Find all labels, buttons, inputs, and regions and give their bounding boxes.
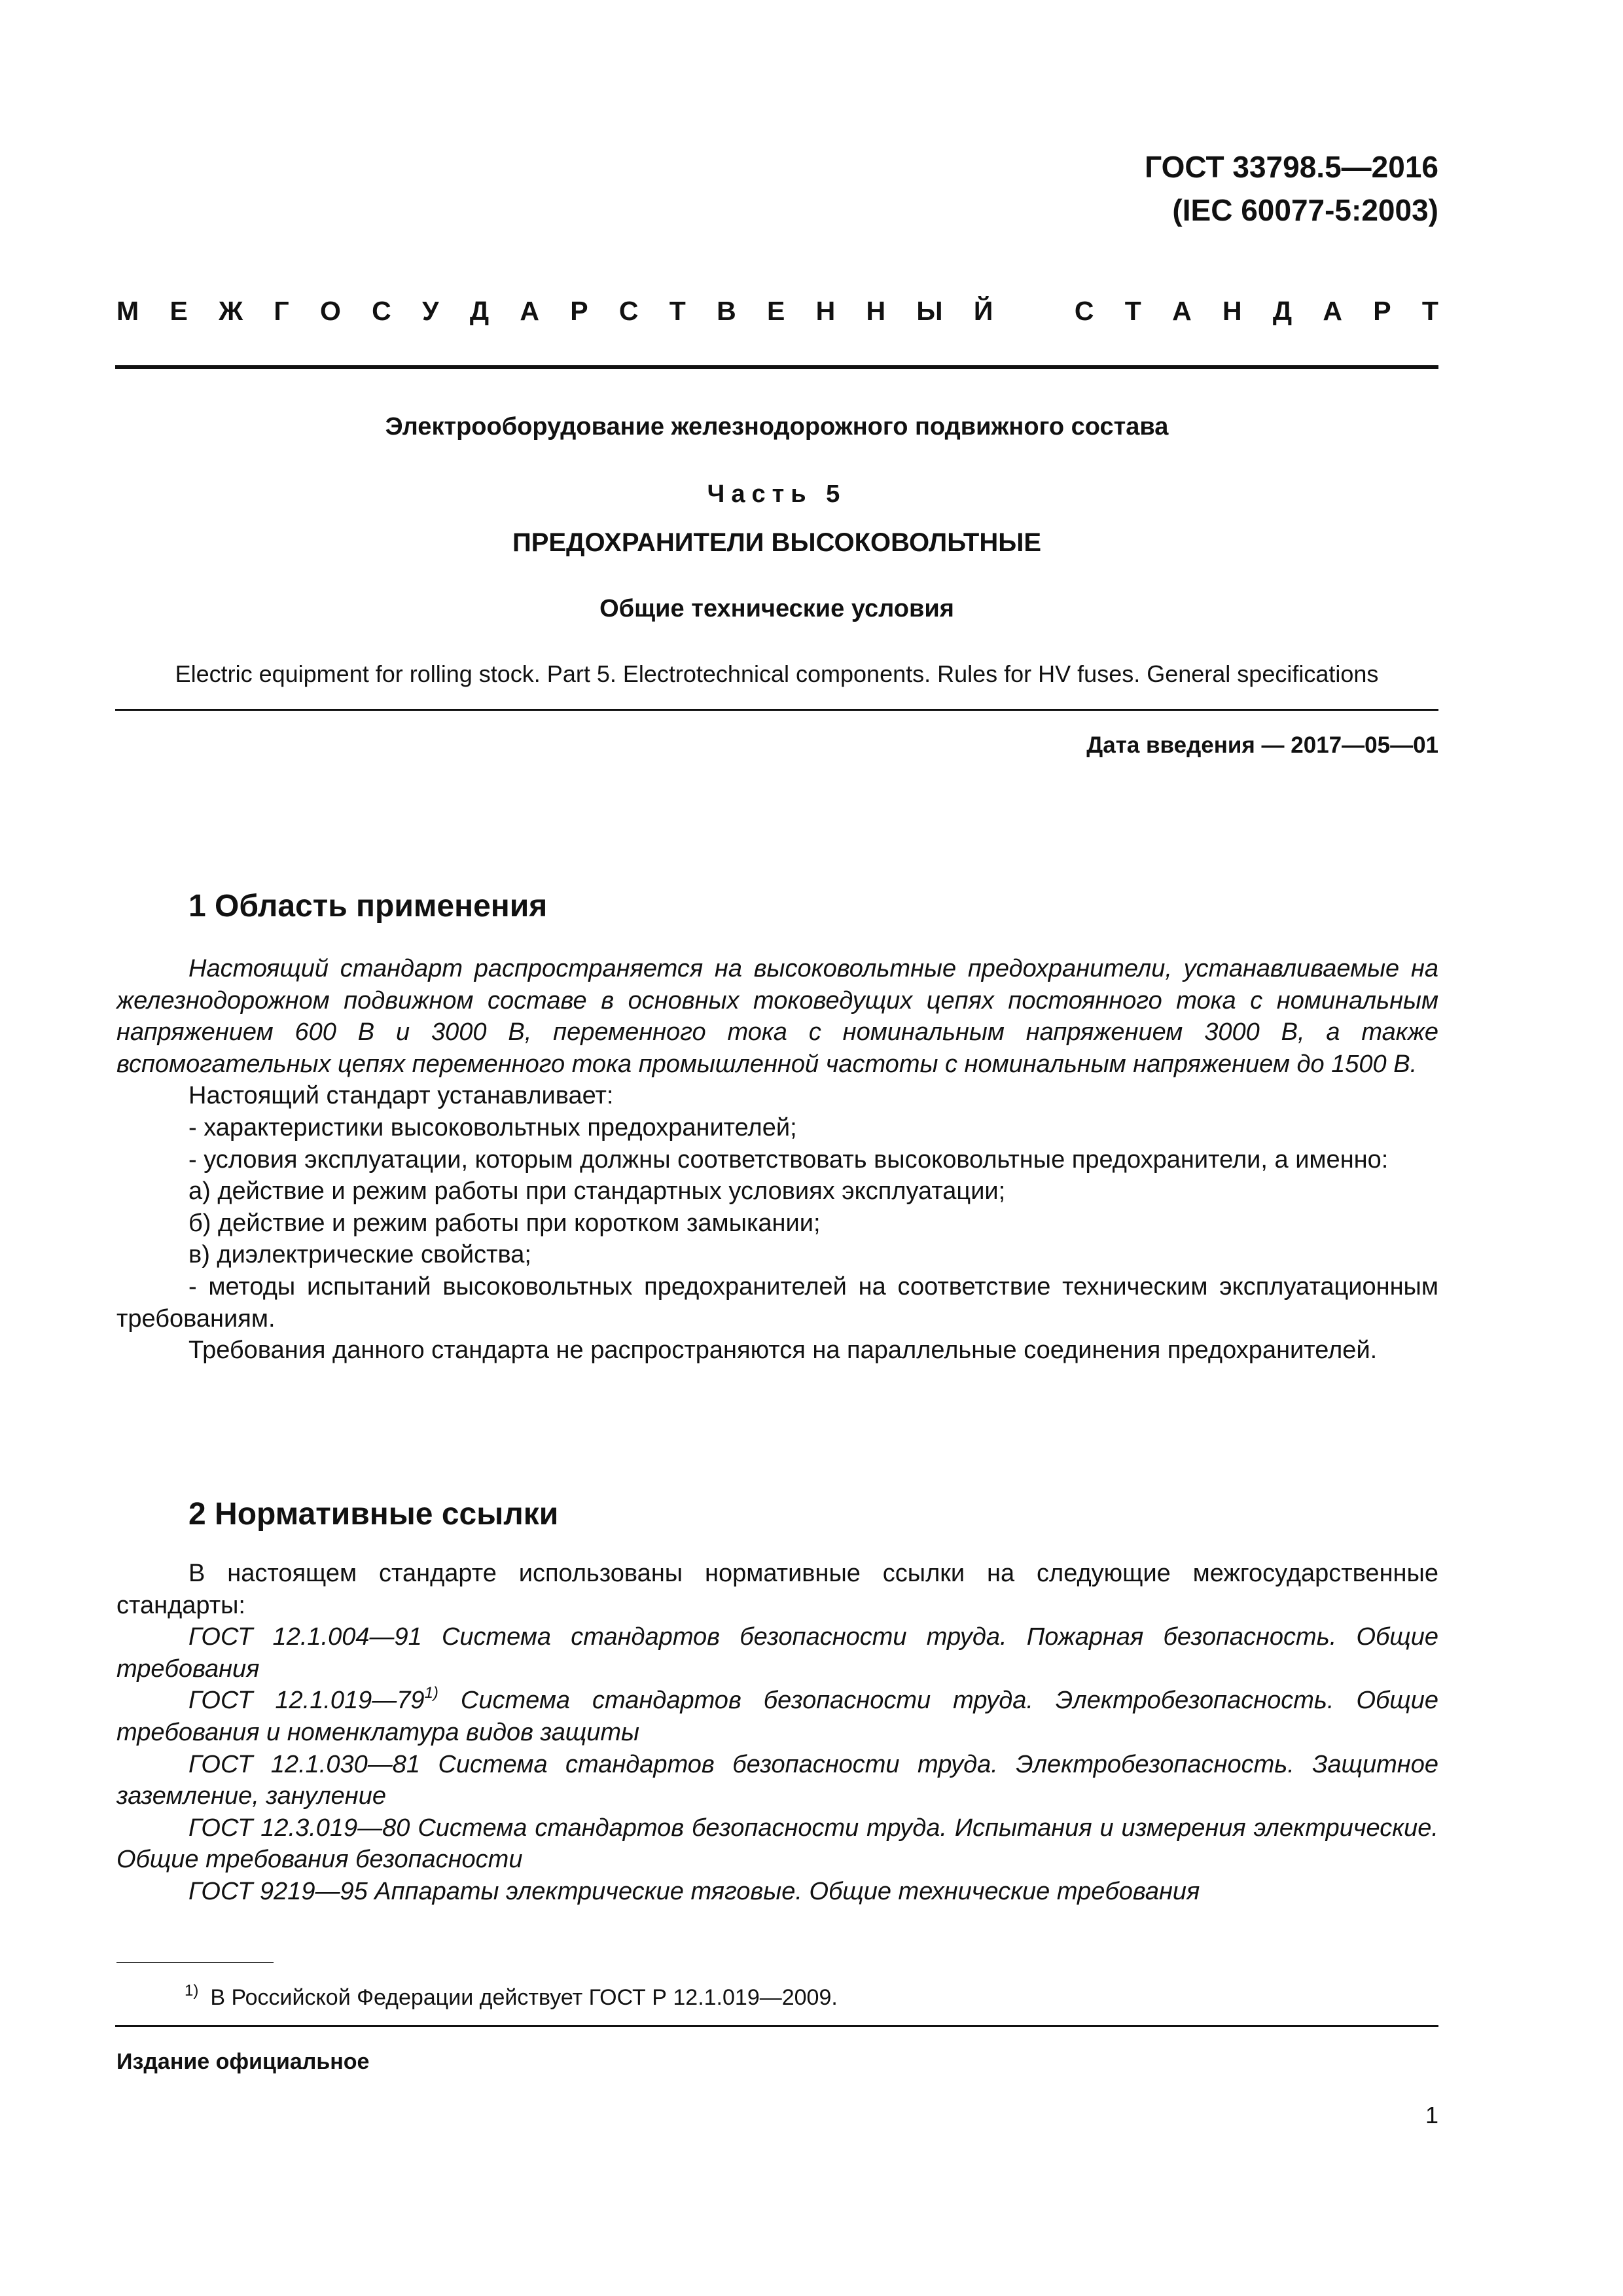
standard-code-block bbox=[1145, 145, 1438, 232]
heading-letter: В bbox=[717, 296, 736, 326]
section-1-heading: 1 Область применения bbox=[188, 889, 548, 924]
heading-letter: Е bbox=[766, 296, 785, 326]
reference-code: ГОСТ 9219—95 bbox=[188, 1877, 368, 1905]
heading-letter: Н bbox=[866, 296, 886, 326]
section-1-paragraph: Настоящий стандарт распространяется на высоковольтные предохранители, устанавливаемые на железнодорожном подвижном составе в основных токоведущих цепях постоянного тока с номинальным напряжением 600 В и 3000 В, переменного тока с номинальным напряжением 3000 В, а также вспомогательных цепях переменного тока промышленной частоты с номинальным напряжением до 1500 В. bbox=[116, 955, 1438, 1078]
section-1-paragraph: в) диэлектрические свойства; bbox=[188, 1241, 531, 1269]
normative-reference bbox=[116, 1876, 1438, 1908]
heading-letter: Н bbox=[815, 296, 836, 326]
footnote-divider bbox=[116, 1962, 274, 1963]
section-1-paragraph: - методы испытаний высоковольтных предохранителей на соответствие техническим эксплуатационным требованиям. bbox=[116, 1272, 1438, 1333]
english-title: Electric equipment for rolling stock. Part 5. Electrotechnical components. Rules for HV fuses. General specifications bbox=[175, 660, 1379, 687]
heading-letter: А bbox=[520, 296, 539, 326]
normative-reference bbox=[116, 1749, 1438, 1812]
reference-title: Система стандартов безопасности труда. Электробезопасность. Защитное заземление, зануление bbox=[116, 1750, 1438, 1810]
heading-letter: С bbox=[1074, 296, 1094, 326]
heading-letter: Д bbox=[469, 296, 490, 326]
heading-letter: Р bbox=[1373, 296, 1391, 326]
heading-letter: О bbox=[319, 296, 341, 326]
heading-letter: А bbox=[1323, 296, 1342, 326]
heading-letter: Т bbox=[669, 296, 686, 326]
section-2-intro: В настоящем стандарте использованы нормативные ссылки на следующие межгосударственные стандарты: bbox=[116, 1560, 1438, 1619]
section-1-paragraph: Настоящий стандарт устанавливает: bbox=[188, 1082, 614, 1110]
reference-code: ГОСТ 12.3.019—80 bbox=[188, 1814, 410, 1842]
normative-reference bbox=[116, 1812, 1438, 1876]
heading-letter: Д bbox=[1272, 296, 1293, 326]
heading-letter: Г bbox=[274, 296, 289, 326]
heading-letter: Й bbox=[973, 296, 993, 326]
section-2-body bbox=[116, 1558, 1438, 1908]
section-2-heading: 2 Нормативные ссылки bbox=[188, 1497, 559, 1532]
heading-letter: Н bbox=[1222, 296, 1242, 326]
reference-title: Система стандартов безопасности труда. Электробезопасность. Общие требования и номенклатура видов защиты bbox=[116, 1687, 1438, 1746]
heading-letter: С bbox=[372, 296, 391, 326]
reference-title: Система стандартов безопасности труда. Пожарная безопасность. Общие требования bbox=[116, 1623, 1438, 1683]
heading-letter: Р bbox=[570, 296, 588, 326]
reference-code: ГОСТ 12.1.004—91 bbox=[188, 1623, 422, 1651]
heading-letter: Е bbox=[169, 296, 188, 326]
section-1-paragraph: Требования данного стандарта не распространяются на параллельные соединения предохранителей. bbox=[188, 1336, 1378, 1365]
normative-reference bbox=[116, 1621, 1438, 1685]
reference-title: Система стандартов безопасности труда. Испытания и измерения электрические. Общие требования безопасности bbox=[116, 1814, 1438, 1874]
footnote-reference[interactable]: 1) bbox=[424, 1684, 438, 1702]
page-number: 1 bbox=[1425, 2102, 1438, 2128]
heading-letter: Ы bbox=[916, 296, 943, 326]
heading-letter: Ж bbox=[219, 296, 243, 326]
standard-code: ГОСТ 33798.5—2016 bbox=[1145, 150, 1438, 184]
reference-title: Аппараты электрические тяговые. Общие технические требования bbox=[367, 1877, 1200, 1905]
bottom-divider bbox=[115, 2025, 1438, 2027]
heading-letter: М bbox=[116, 296, 139, 326]
section-1-paragraph: - условия эксплуатации, которым должны соответствовать высоковольтные предохранители, а именно: bbox=[188, 1145, 1389, 1174]
introduction-date: Дата введения — 2017—05—01 bbox=[1086, 732, 1438, 758]
heading-gap bbox=[1024, 295, 1044, 327]
iec-code: (IEC 60077-5:2003) bbox=[1172, 193, 1438, 227]
section-1-body bbox=[116, 953, 1438, 1367]
heading-letter: У bbox=[422, 296, 439, 326]
interstate-standard-heading bbox=[116, 295, 1438, 327]
heading-letter: Т bbox=[1421, 296, 1438, 326]
title-divider bbox=[115, 709, 1438, 711]
footnote bbox=[185, 1975, 838, 2013]
part-label: Часть 5 bbox=[707, 480, 847, 508]
document-title: Электрооборудование железнодорожного подвижного состава bbox=[385, 413, 1169, 440]
heading-letter: А bbox=[1172, 296, 1192, 326]
document-caps-title: ПРЕДОХРАНИТЕЛИ ВЫСОКОВОЛЬТНЫЕ bbox=[512, 528, 1042, 557]
reference-code: ГОСТ 12.1.030—81 bbox=[188, 1750, 420, 1778]
heading-letter: Т bbox=[1124, 296, 1141, 326]
heading-letter: С bbox=[618, 296, 639, 326]
footnote-text: В Российской Федерации действует ГОСТ Р 12.1.019—2009. bbox=[210, 1985, 838, 2010]
normative-reference bbox=[116, 1685, 1438, 1748]
section-1-paragraph: - характеристики высоковольтных предохранителей; bbox=[188, 1113, 797, 1141]
reference-code: ГОСТ 12.1.019—79 bbox=[188, 1687, 425, 1715]
section-1-paragraph: б) действие и режим работы при коротком замыкании; bbox=[188, 1209, 821, 1237]
footnote-mark: 1) bbox=[185, 1982, 199, 2000]
section-1-paragraph: а) действие и режим работы при стандартных условиях эксплуатации; bbox=[188, 1177, 1006, 1206]
edition-label: Издание официальное bbox=[116, 2049, 370, 2074]
thick-divider bbox=[115, 365, 1438, 369]
document-subtitle: Общие технические условия bbox=[599, 595, 954, 622]
